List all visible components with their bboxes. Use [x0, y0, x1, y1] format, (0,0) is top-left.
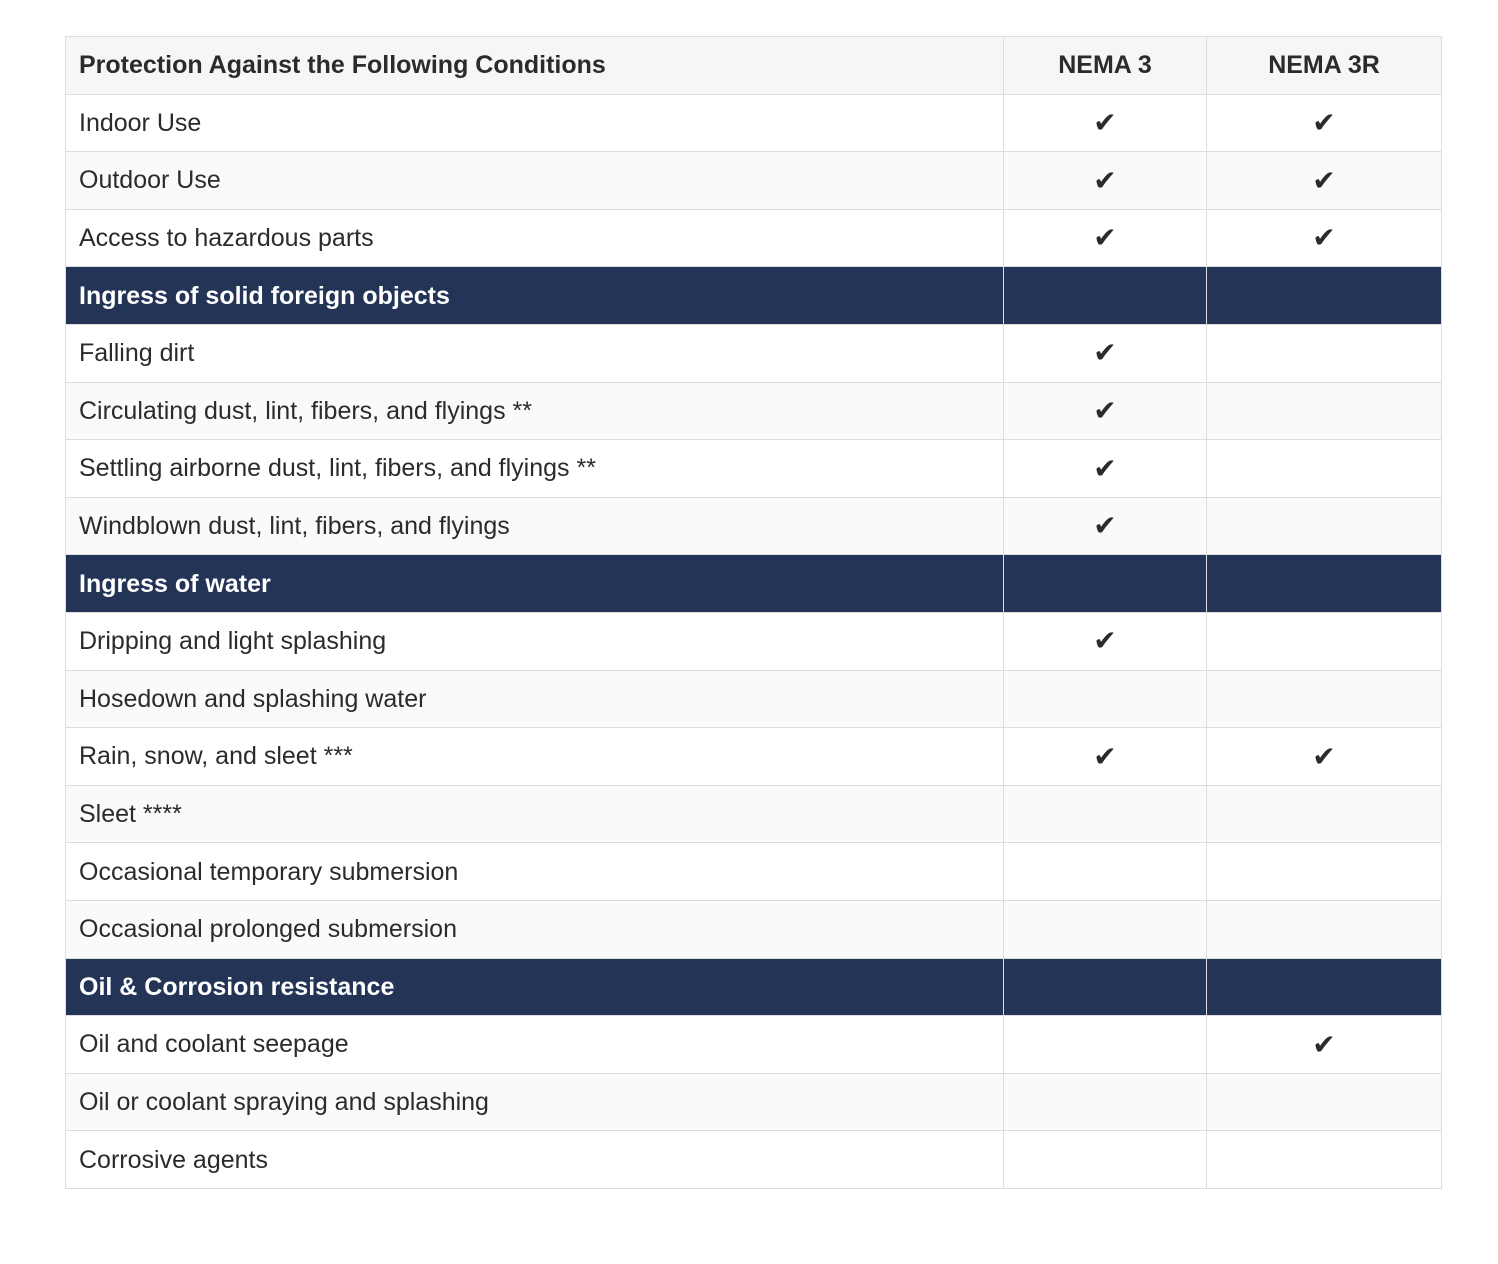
- nema-3-check-icon: ✔: [1004, 497, 1207, 555]
- section-header-row: [66, 958, 1442, 1016]
- nema-3r-cell: [1207, 670, 1442, 728]
- nema-3r-cell: [1207, 1131, 1442, 1189]
- nema-3r-cell: [1207, 843, 1442, 901]
- nema-3r-cell: [1207, 440, 1442, 498]
- comparison-table-container: [65, 36, 1441, 1189]
- table-row: [66, 152, 1442, 210]
- table-row: [66, 843, 1442, 901]
- table-row: [66, 612, 1442, 670]
- table-header: [66, 37, 1442, 95]
- table-row: [66, 1073, 1442, 1131]
- condition-label: Windblown dust, lint, fibers, and flyings: [66, 497, 1004, 555]
- condition-label: Access to hazardous parts: [66, 209, 1004, 267]
- nema-3r-cell: [1207, 555, 1442, 613]
- section-title: Ingress of water: [66, 555, 1004, 613]
- table-body: [66, 94, 1442, 1188]
- table-row: [66, 670, 1442, 728]
- table-row: [66, 94, 1442, 152]
- table-row: [66, 382, 1442, 440]
- section-header-row: [66, 267, 1442, 325]
- nema-3-check-icon: ✔: [1004, 728, 1207, 786]
- condition-label: Settling airborne dust, lint, fibers, and flyings **: [66, 440, 1004, 498]
- nema-3r-cell: [1207, 382, 1442, 440]
- nema-3r-cell: [1207, 958, 1442, 1016]
- nema-comparison-table: [65, 36, 1442, 1189]
- table-row: [66, 728, 1442, 786]
- header-row: [66, 37, 1442, 95]
- condition-label: Outdoor Use: [66, 152, 1004, 210]
- nema-3-cell: [1004, 958, 1207, 1016]
- nema-3-check-icon: ✔: [1004, 209, 1207, 267]
- condition-label: Oil and coolant seepage: [66, 1016, 1004, 1074]
- table-row: [66, 1016, 1442, 1074]
- nema-3-check-icon: ✔: [1004, 324, 1207, 382]
- nema-3r-cell: [1207, 785, 1442, 843]
- condition-label: Circulating dust, lint, fibers, and flyings **: [66, 382, 1004, 440]
- header-nema-3r: NEMA 3R: [1207, 37, 1442, 95]
- nema-3-check-icon: ✔: [1004, 152, 1207, 210]
- nema-3r-cell: [1207, 612, 1442, 670]
- nema-3-check-icon: ✔: [1004, 440, 1207, 498]
- condition-label: Dripping and light splashing: [66, 612, 1004, 670]
- header-conditions: Protection Against the Following Conditions: [66, 37, 1004, 95]
- table-row: [66, 209, 1442, 267]
- nema-3r-cell: [1207, 900, 1442, 958]
- condition-label: Falling dirt: [66, 324, 1004, 382]
- condition-label: Occasional temporary submersion: [66, 843, 1004, 901]
- table-row: [66, 785, 1442, 843]
- section-title: Oil & Corrosion resistance: [66, 958, 1004, 1016]
- nema-3-cell: [1004, 1016, 1207, 1074]
- table-row: [66, 900, 1442, 958]
- nema-3r-check-icon: ✔: [1207, 209, 1442, 267]
- condition-label: Corrosive agents: [66, 1131, 1004, 1189]
- nema-3r-check-icon: ✔: [1207, 1016, 1442, 1074]
- nema-3-cell: [1004, 267, 1207, 325]
- condition-label: Indoor Use: [66, 94, 1004, 152]
- nema-3r-cell: [1207, 497, 1442, 555]
- nema-3-check-icon: ✔: [1004, 94, 1207, 152]
- nema-3-check-icon: ✔: [1004, 382, 1207, 440]
- nema-3-cell: [1004, 900, 1207, 958]
- nema-3-cell: [1004, 1073, 1207, 1131]
- table-row: [66, 497, 1442, 555]
- nema-3r-check-icon: ✔: [1207, 152, 1442, 210]
- nema-3r-cell: [1207, 324, 1442, 382]
- section-header-row: [66, 555, 1442, 613]
- nema-3r-check-icon: ✔: [1207, 94, 1442, 152]
- table-row: [66, 324, 1442, 382]
- nema-3r-cell: [1207, 1073, 1442, 1131]
- nema-3-cell: [1004, 1131, 1207, 1189]
- nema-3r-check-icon: ✔: [1207, 728, 1442, 786]
- condition-label: Rain, snow, and sleet ***: [66, 728, 1004, 786]
- condition-label: Sleet ****: [66, 785, 1004, 843]
- condition-label: Oil or coolant spraying and splashing: [66, 1073, 1004, 1131]
- nema-3-cell: [1004, 670, 1207, 728]
- nema-3r-cell: [1207, 267, 1442, 325]
- section-title: Ingress of solid foreign objects: [66, 267, 1004, 325]
- nema-3-cell: [1004, 785, 1207, 843]
- nema-3-check-icon: ✔: [1004, 612, 1207, 670]
- nema-3-cell: [1004, 555, 1207, 613]
- nema-3-cell: [1004, 843, 1207, 901]
- table-row: [66, 440, 1442, 498]
- header-nema-3: NEMA 3: [1004, 37, 1207, 95]
- condition-label: Occasional prolonged submersion: [66, 900, 1004, 958]
- condition-label: Hosedown and splashing water: [66, 670, 1004, 728]
- table-row: [66, 1131, 1442, 1189]
